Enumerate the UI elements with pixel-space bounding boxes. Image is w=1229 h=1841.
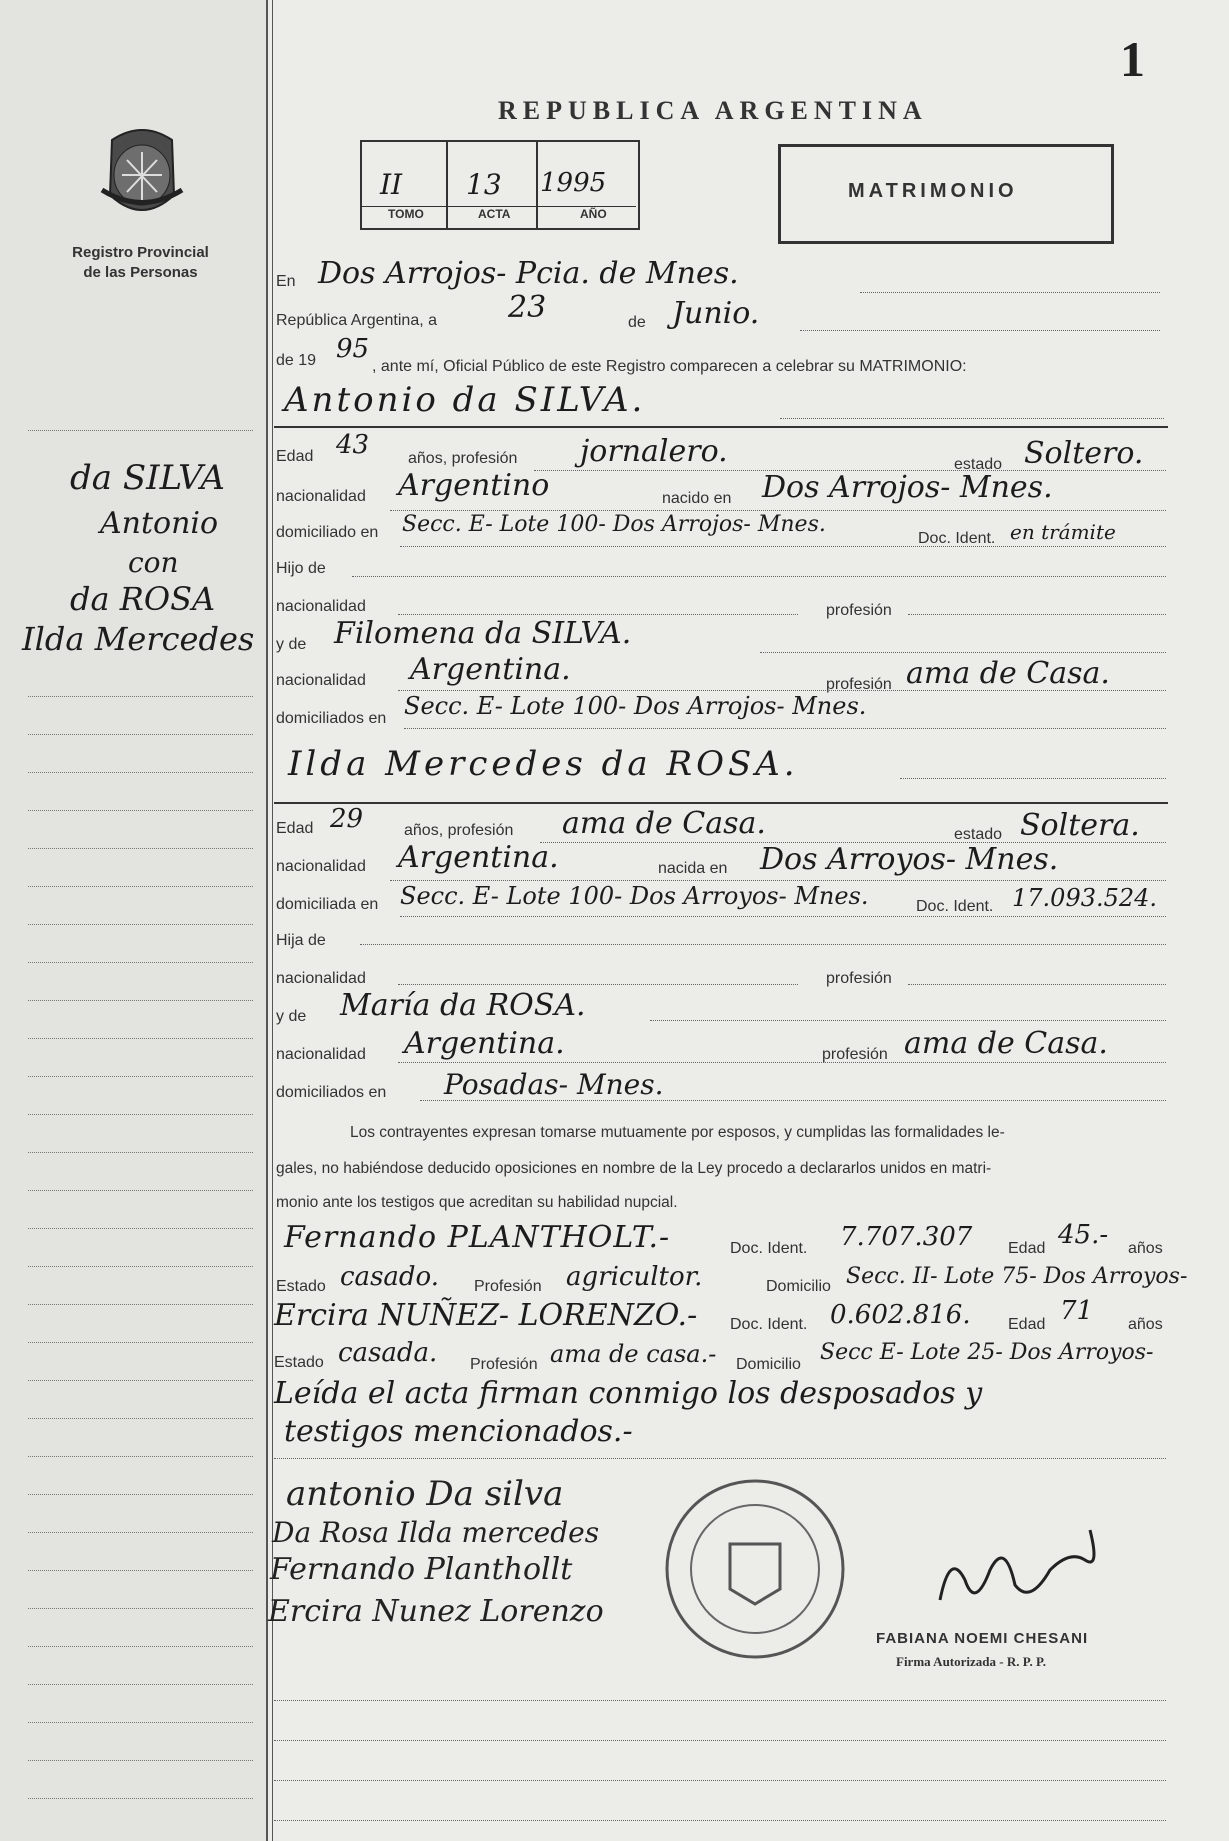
groom-prof-label: años, profesión [408, 450, 518, 467]
officer-signature-icon [920, 1510, 1120, 1630]
closing-line1: Leída el acta firman conmigo los desposados y [274, 1376, 983, 1411]
witness1-profession: agricultor. [566, 1262, 703, 1292]
bride-nat-label: nacionalidad [276, 858, 366, 875]
witness2-years-label: años [1128, 1316, 1163, 1333]
margin-dotted-line [28, 1038, 253, 1039]
margin-note-line1: da SILVA [70, 458, 225, 498]
groom-father-nat-label: nacionalidad [276, 598, 366, 615]
tomo-label: TOMO [388, 207, 424, 221]
margin-note-line5: Ilda Mercedes [22, 620, 255, 658]
witness2-age: 71 [1060, 1296, 1094, 1326]
page-number: 1 [1120, 31, 1145, 87]
witness1-doc-label: Doc. Ident. [730, 1240, 808, 1257]
bride-name: Ilda Mercedes da ROSA. [288, 744, 799, 784]
margin-note-line4: da ROSA [70, 580, 216, 618]
witness1-doc: 7.707.307 [840, 1222, 973, 1252]
groom-birthplace: Dos Arrojos- Mnes. [762, 470, 1053, 505]
margin-note-line3: con [128, 546, 179, 579]
signature-witness1: Fernando Planthollt [270, 1552, 573, 1587]
country-title: REPUBLICA ARGENTINA [498, 96, 928, 125]
bride-doc-label: Doc. Ident. [916, 898, 994, 915]
groom-name: Antonio da SILVA. [284, 380, 646, 420]
margin-dotted-line [28, 1494, 253, 1495]
margin-dotted-line [28, 430, 253, 431]
signature-witness2: Ercira Nunez Lorenzo [268, 1594, 604, 1629]
provincial-seal-icon [92, 120, 192, 230]
groom-parents-dom-label: domiciliados en [276, 710, 387, 727]
bride-mother: María da ROSA. [340, 988, 586, 1023]
margin-dotted-line [28, 1152, 253, 1153]
bride-nationality: Argentina. [398, 840, 559, 875]
margin-note-line2: Antonio [100, 506, 219, 541]
bride-age-label: Edad [276, 820, 314, 837]
bride-domicile: Secc. E- Lote 100- Dos Arroyos- Mnes. [400, 882, 869, 910]
officer-name: FABIANA NOEMI CHESANI [876, 1630, 1089, 1647]
margin-dotted-line [28, 886, 253, 887]
registry-name-line1: Registro Provincial [72, 244, 209, 261]
bride-birthplace: Dos Arroyos- Mnes. [760, 842, 1059, 877]
margin-dotted-line [28, 810, 253, 811]
witness2-status: casada. [338, 1338, 438, 1368]
groom-mother-nat: Argentina. [410, 652, 571, 687]
margin-dotted-line [28, 1418, 253, 1419]
margin-dotted-line [28, 1760, 253, 1761]
margin-dotted-line [28, 962, 253, 963]
acta-value: 13 [466, 168, 502, 201]
groom-doc-label: Doc. Ident. [918, 530, 996, 547]
bride-mother-label: y de [276, 1008, 307, 1025]
bride-born-label: nacida en [658, 860, 728, 877]
acta-label: ACTA [478, 207, 511, 221]
groom-born-label: nacido en [662, 490, 732, 507]
margin-dotted-line [28, 1532, 253, 1533]
margin-dotted-line [28, 1190, 253, 1191]
groom-nationality: Argentino [398, 468, 550, 503]
witness1-status-label: Estado [276, 1278, 326, 1295]
groom-doc: en trámite [1010, 520, 1116, 544]
groom-nat-label: nacionalidad [276, 488, 366, 505]
witness2-doc-label: Doc. Ident. [730, 1316, 808, 1333]
groom-dom-label: domiciliado en [276, 524, 379, 541]
signature-groom: antonio Da silva [286, 1474, 564, 1514]
margin-dotted-line [28, 1114, 253, 1115]
margin-dotted-line [28, 1000, 253, 1001]
year-prefix: de 19 [276, 352, 317, 369]
registry-name-line2: de las Personas [83, 264, 198, 281]
groom-mother-prof-label: profesión [826, 676, 892, 693]
groom-father-prof-label: profesión [826, 602, 892, 619]
bride-mother-prof: ama de Casa. [904, 1026, 1108, 1061]
wedding-month: Junio. [672, 296, 760, 331]
witness1-domicile: Secc. II- Lote 75- Dos Arroyos- [846, 1264, 1188, 1289]
witness1-dom-label: Domicilio [766, 1278, 831, 1295]
margin-dotted-line [28, 1722, 253, 1723]
wedding-place: Dos Arrojos- Pcia. de Mnes. [318, 256, 739, 291]
officer-title: Firma Autorizada - R. P. P. [896, 1654, 1046, 1669]
closing-line2: testigos mencionados.- [284, 1414, 633, 1449]
bride-profession: ama de Casa. [562, 806, 766, 841]
bride-status-label: estado [954, 826, 1003, 843]
groom-status-label: estado [954, 456, 1003, 473]
margin-dotted-line [28, 1684, 253, 1685]
groom-mother: Filomena da SILVA. [334, 616, 632, 651]
bride-mother-prof-label: profesión [822, 1046, 888, 1063]
margin-dotted-line [28, 924, 253, 925]
bride-father-label: Hija de [276, 932, 326, 949]
witness1-years-label: años [1128, 1240, 1163, 1257]
margin-dotted-line [28, 772, 253, 773]
statement-line2: gales, no habiéndose deducido oposiciones en nombre de la Ley procedo a declararlos unidos en matri- [276, 1160, 992, 1177]
signature-bride: Da Rosa Ilda mercedes [272, 1516, 600, 1549]
bride-mother-nat: Argentina. [404, 1026, 565, 1061]
groom-mother-nat-label: nacionalidad [276, 672, 366, 689]
witness1-prof-label: Profesión [474, 1278, 542, 1295]
bride-parents-dom-label: domiciliados en [276, 1084, 387, 1101]
margin-dotted-line [28, 1380, 253, 1381]
bride-dom-label: domiciliada en [276, 896, 379, 913]
witness2-prof-label: Profesión [470, 1356, 538, 1373]
witness1-status: casado. [340, 1262, 440, 1292]
margin-dotted-line [28, 1342, 253, 1343]
bride-father-prof-label: profesión [826, 970, 892, 987]
margin-dotted-line [28, 1798, 253, 1799]
statement-line1: Los contrayentes expresan tomarse mutuamente por esposos, y cumplidas las formalidades le- [350, 1124, 1005, 1141]
de-label: de [628, 314, 646, 331]
groom-mother-label: y de [276, 636, 307, 653]
groom-domicile: Secc. E- Lote 100- Dos Arrojos- Mnes. [402, 512, 826, 537]
groom-profession: jornalero. [580, 434, 728, 469]
wedding-day: 23 [508, 290, 547, 325]
witness2-age-label: Edad [1008, 1316, 1046, 1333]
ano-label: AÑO [580, 207, 607, 221]
groom-father-label: Hijo de [276, 560, 326, 577]
witness2-domicile: Secc E- Lote 25- Dos Arroyos- [820, 1340, 1154, 1365]
margin-dotted-line [28, 1608, 253, 1609]
witness2-doc: 0.602.816. [830, 1300, 971, 1330]
bride-age: 29 [330, 804, 364, 834]
tomo-value: II [380, 168, 403, 201]
margin-dotted-line [28, 696, 253, 697]
groom-age: 43 [336, 430, 370, 460]
bride-parents-domicile: Posadas- Mnes. [444, 1068, 664, 1101]
witness1-age-label: Edad [1008, 1240, 1046, 1257]
bride-prof-label: años, profesión [404, 822, 514, 839]
bride-status: Soltera. [1020, 808, 1140, 843]
margin-dotted-line [28, 848, 253, 849]
statement-line3: monio ante los testigos que acreditan su habilidad nupcial. [276, 1194, 678, 1211]
witness2-status-label: Estado [274, 1354, 324, 1371]
margin-dotted-line [28, 1304, 253, 1305]
margin-dotted-line [28, 1076, 253, 1077]
witness1-age: 45.- [1058, 1220, 1109, 1250]
wedding-year: 95 [336, 334, 370, 364]
groom-mother-prof: ama de Casa. [906, 656, 1110, 691]
witness2-dom-label: Domicilio [736, 1356, 801, 1373]
witness2-name: Ercira NUÑEZ- LORENZO.- [274, 1298, 698, 1333]
republica-label: República Argentina, a [276, 312, 437, 329]
bride-father-nat-label: nacionalidad [276, 970, 366, 987]
witness2-profession: ama de casa.- [550, 1340, 717, 1368]
margin-dotted-line [28, 1228, 253, 1229]
official-stamp-icon [660, 1474, 850, 1664]
witness1-name: Fernando PLANTHOLT.- [284, 1220, 671, 1255]
margin-dotted-line [28, 1266, 253, 1267]
groom-age-label: Edad [276, 448, 314, 465]
margin-rule [266, 0, 268, 1841]
en-label: En [276, 273, 296, 290]
margin-dotted-line [28, 1646, 253, 1647]
intro-text: , ante mí, Oficial Público de este Registro comparecen a celebrar su MATRIMONIO: [372, 358, 967, 375]
margin-dotted-line [28, 1456, 253, 1457]
groom-parents-domicile: Secc. E- Lote 100- Dos Arrojos- Mnes. [404, 692, 867, 720]
groom-status: Soltero. [1024, 436, 1144, 471]
ano-value: 1995 [540, 168, 607, 198]
margin-dotted-line [28, 734, 253, 735]
bride-doc: 17.093.524. [1012, 884, 1158, 912]
margin-dotted-line [28, 1570, 253, 1571]
act-type: MATRIMONIO [848, 180, 1018, 202]
bride-mother-nat-label: nacionalidad [276, 1046, 366, 1063]
